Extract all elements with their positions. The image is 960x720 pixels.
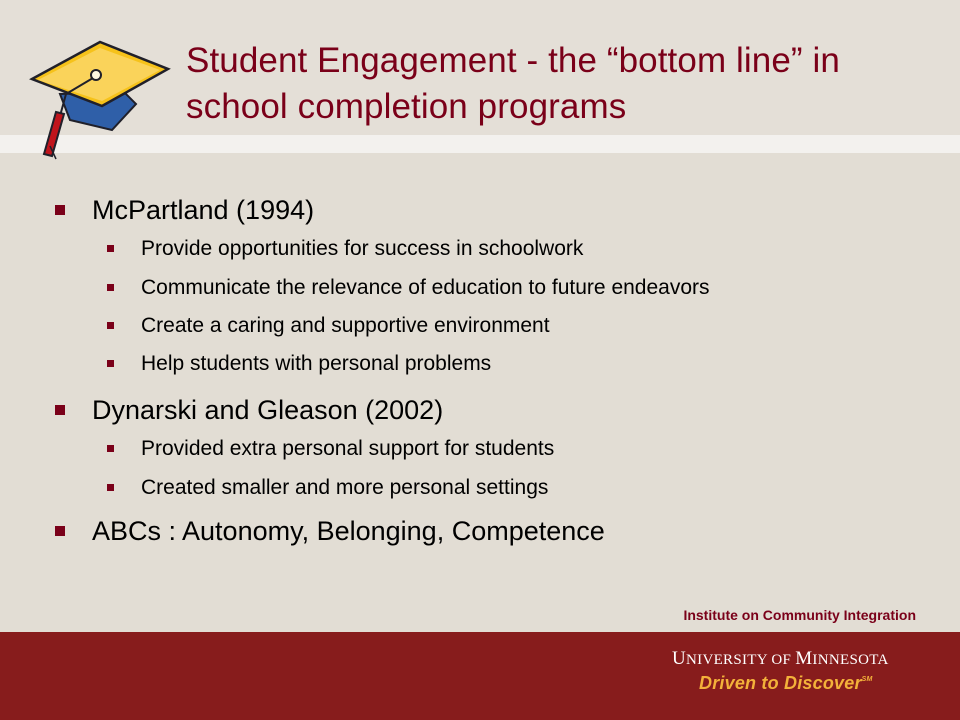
square-bullet-icon [107, 360, 114, 367]
sub-bullet-text: Help students with personal problems [141, 352, 492, 375]
square-bullet-icon [107, 245, 114, 252]
square-bullet-icon [107, 484, 114, 491]
bullet-text: Dynarski and Gleason (2002) [92, 395, 444, 425]
square-bullet-icon [107, 284, 114, 291]
bullet-text: McPartland (1994) [92, 195, 315, 225]
bullet-text: ABCs : Autonomy, Belonging, Competence [92, 516, 605, 546]
graduation-cap-icon [26, 34, 176, 164]
square-bullet-icon [107, 322, 114, 329]
square-bullet-icon [55, 205, 65, 215]
slide-title: Student Engagement - the “bottom line” in school completion programs [186, 41, 840, 126]
univ-rest-2: INNESOTA [812, 652, 889, 668]
sub-bullet-text: Create a caring and supportive environment [141, 314, 550, 337]
sub-bullet-text: Created smaller and more personal settings [141, 476, 549, 499]
university-wordmark [672, 648, 889, 670]
square-bullet-icon [55, 526, 65, 536]
univ-initial: U [672, 648, 687, 669]
sub-bullet-text: Communicate the relevance of education to future endeavors [141, 276, 710, 299]
sub-bullet-text: Provided extra personal support for students [141, 437, 555, 460]
square-bullet-icon [107, 445, 114, 452]
service-mark: SM [861, 676, 873, 683]
univ-rest: NIVERSITY OF [686, 652, 796, 668]
sub-bullet-text: Provide opportunities for success in schoolwork [141, 237, 584, 260]
tagline-text: Driven to Discover [699, 673, 862, 693]
institute-label: Institute on Community Integration [683, 607, 916, 623]
square-bullet-icon [55, 405, 65, 415]
univ-initial-2: M [795, 648, 813, 669]
tagline [699, 673, 873, 694]
